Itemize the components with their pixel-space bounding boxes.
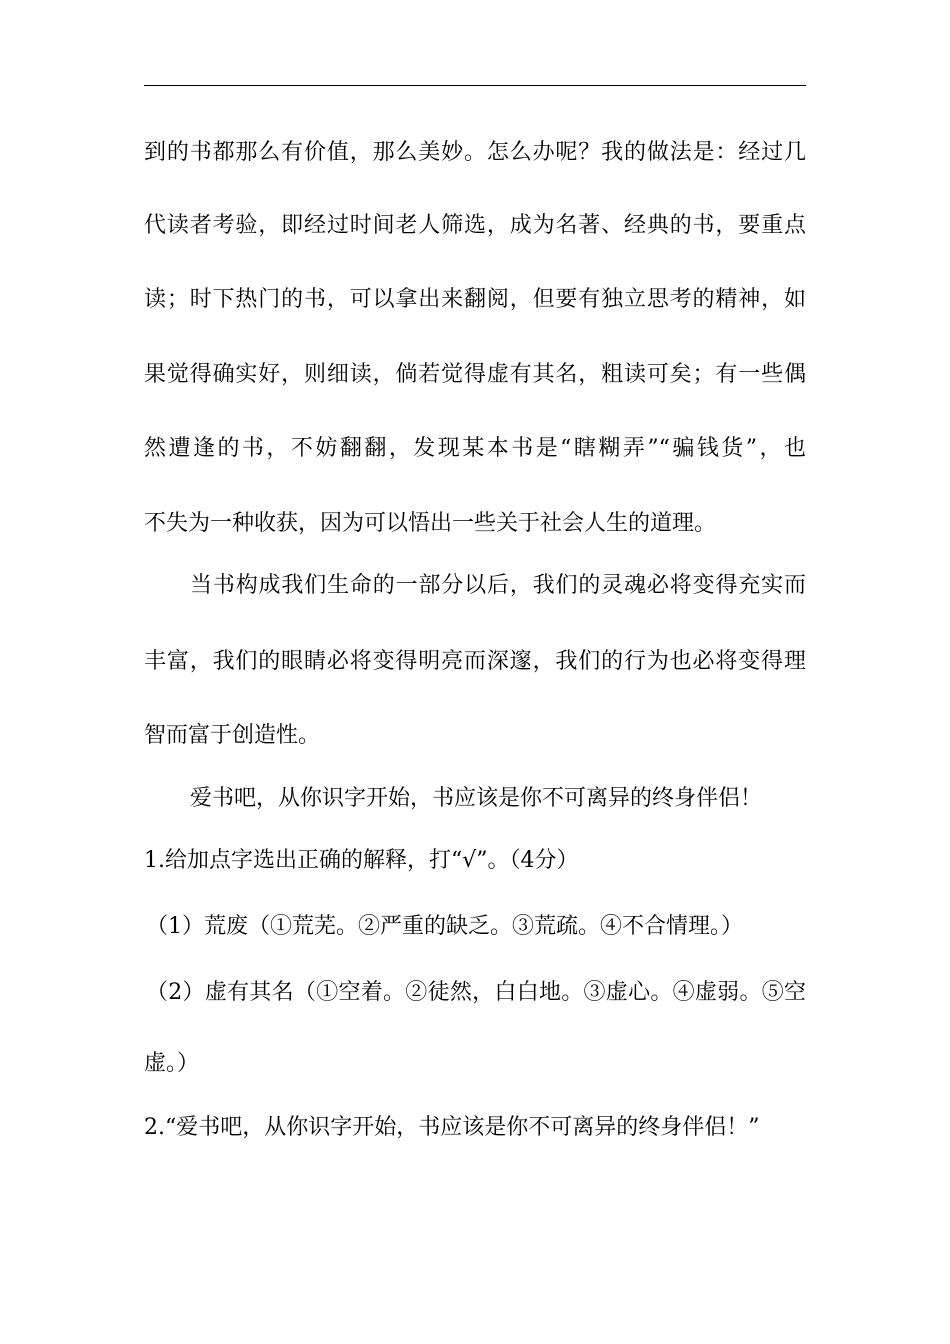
paragraph-line-9: 智而富于创造性。 (144, 723, 321, 748)
question-2-title: 2.“爱书吧，从你识字开始，书应该是你不可离异的终身伴侣！” (144, 1115, 760, 1140)
paragraph-line-5: 然遭逢的书，不妨翻翻，发现某本书是“瞎糊弄”“骗钱货”，也 (144, 436, 806, 461)
header-rule (144, 85, 806, 86)
paragraph-line-7: 当书构成我们生命的一部分以后，我们的灵魂必将变得充实而 (190, 573, 806, 598)
question-1-item-2-continued: 虚。） (144, 1051, 200, 1076)
closing-sentence: 爱书吧，从你识字开始，书应该是你不可离异的终身伴侣！ (190, 786, 763, 811)
question-1-title: 1.给加点字选出正确的解释，打“√”。（4分） (144, 848, 579, 873)
paragraph-line-8: 丰富，我们的眼睛必将变得明亮而深邃，我们的行为也必将变得理 (144, 649, 806, 674)
paragraph-line-4: 果觉得确实好，则细读，倘若觉得虚有其名，粗读可矣；有一些偶 (144, 362, 806, 387)
paragraph-line-1: 到的书都那么有价值，那么美妙。怎么办呢？我的做法是：经过几 (144, 140, 806, 165)
question-1-item-1: （1）荒废（①荒芜。②严重的缺乏。③荒疏。④不合情理。） (146, 914, 743, 939)
paragraph-line-3: 读；时下热门的书，可以拿出来翻阅，但要有独立思考的精神，如 (144, 287, 806, 312)
paragraph-line-2: 代读者考验，即经过时间老人筛选，成为名著、经典的书，要重点 (144, 213, 806, 238)
question-1-item-2: （2）虚有其名（①空着。②徒然，白白地。③虚心。④虚弱。⑤空 (146, 980, 806, 1005)
paragraph-line-6: 不失为一种收获，因为可以悟出一些关于社会人生的道理。 (144, 511, 717, 536)
